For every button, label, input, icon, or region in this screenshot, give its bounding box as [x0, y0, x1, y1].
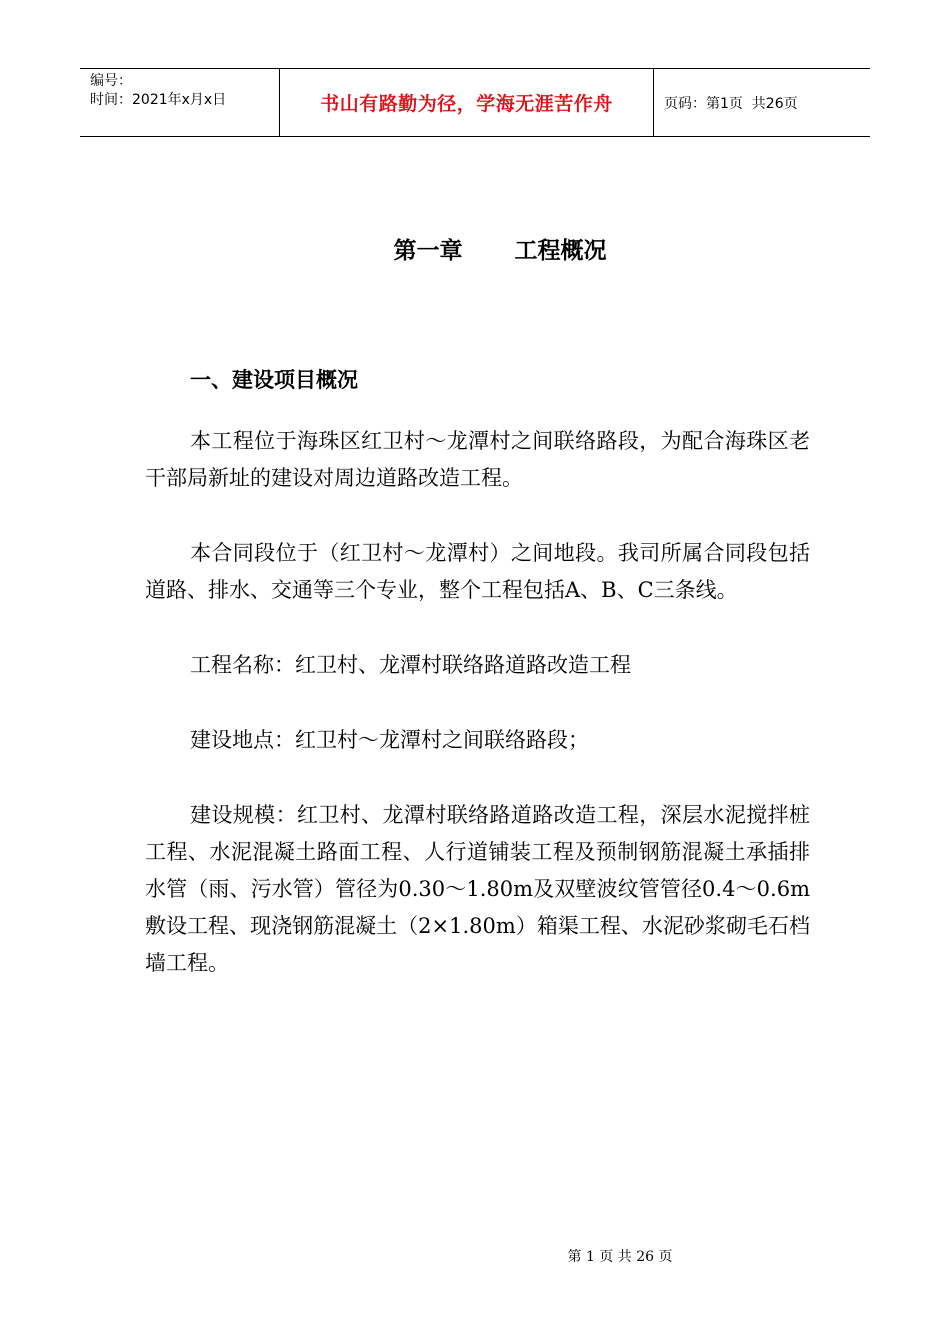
paragraph: 本合同段位于（红卫村～龙潭村）之间地段。我司所属合同段包括道路、排水、交通等三个专业，整个工程包括A、B、C三条线。	[145, 541, 810, 602]
chapter-number: 第一章	[393, 238, 463, 264]
header-motto-cell	[280, 69, 654, 136]
chapter-name: 工程概况	[514, 238, 607, 264]
number-label: 编号：	[90, 73, 132, 89]
chapter-title	[0, 232, 950, 265]
paragraph: 工程名称：红卫村、龙潭村联络路道路改造工程	[190, 653, 631, 677]
document-header	[80, 68, 870, 137]
motto-text: 书山有路勤为径，学海无涯苦作舟	[320, 93, 613, 115]
paragraph: 建设规模：红卫村、龙潭村联络路道路改造工程，深层水泥搅拌桩工程、水泥混凝土路面工程、人行道铺装工程及预制钢筋混凝土承插排水管（雨、污水管）管径为0.30～1.80m及双壁波纹管管径0.4～0.6m敷设工程、现浇钢筋混凝土（2×1.80m）箱渠工程、水泥砂浆砌毛石档墙工程。	[145, 803, 810, 975]
page-footer: 第 1 页 共 26 页	[567, 1249, 673, 1265]
paragraph: 本工程位于海珠区红卫村～龙潭村之间联络路段，为配合海珠区老干部局新址的建设对周边道路改造工程。	[145, 429, 810, 490]
header-meta-cell	[80, 69, 280, 136]
header-page-info: 页码：第1页 共26页	[664, 95, 798, 112]
body-text	[145, 423, 810, 1020]
time-label: 时间：2021年x月x日	[90, 92, 227, 108]
header-page-cell	[654, 69, 870, 136]
paragraph: 建设地点：红卫村～龙潭村之间联络路段；	[190, 728, 589, 752]
section-heading: 一、建设项目概况	[190, 368, 358, 392]
